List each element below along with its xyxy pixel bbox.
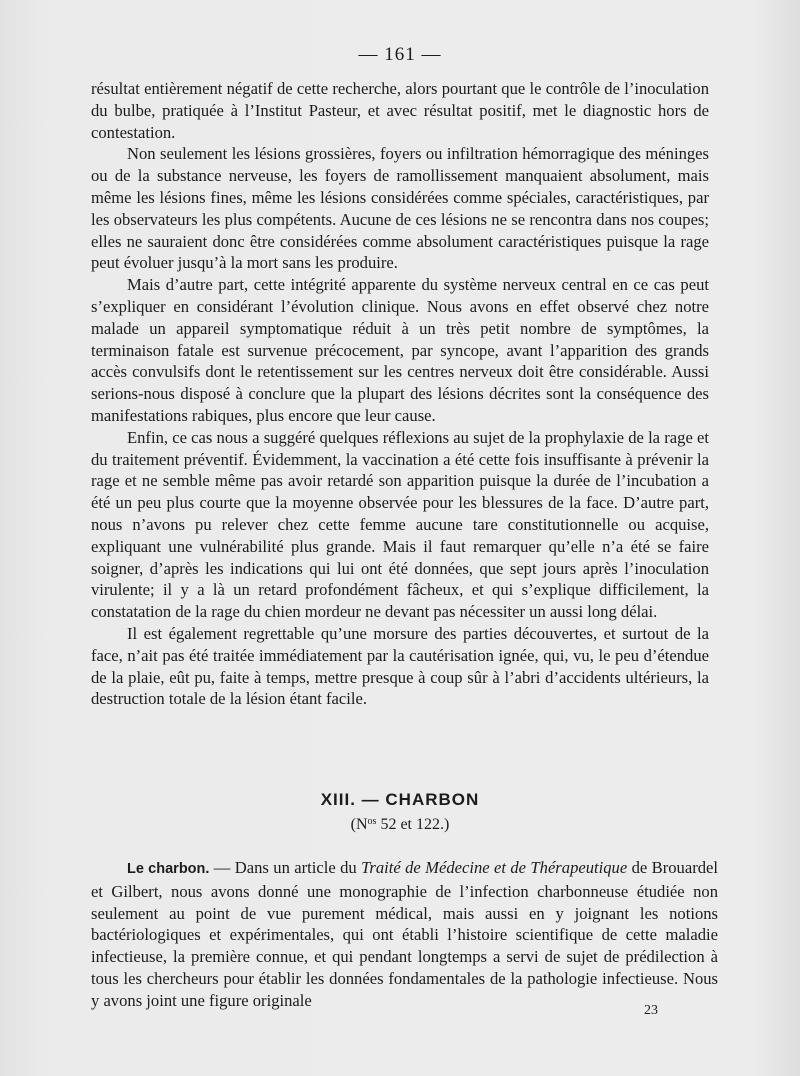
page-number: — 161 — xyxy=(358,44,442,65)
section-sub-sup: os xyxy=(367,816,377,827)
charbon-text xyxy=(91,857,718,1012)
paragraph-prophylaxis: Enfin, ce cas nous a suggéré quelques réflexions au sujet de la prophylaxie de la rage et du traitement préventif. Évidemment, la vaccination a été cette fois insuffisante à prévenir la rage et ne semble même pas avoir retardé son apparition puisque la durée de l’incubation a été un peu plus courte que la moyenne observée pour les blessures de la face. D’autre part, nous n’avons pu relever chez cette femme aucune tare constitutionnelle ou acquise, expliquant une vulnérabilité plus grande. Mais il faut remarquer qu’elle n’a été se faire soigner, d’après les indications qui lui ont été données, que sept jours après l’inoculation virulente; il y a là un retard profondément fâcheux, et qui s’explique difficilement, la constatation de la rage du chien mordeur ne devant pas nécessiter un aussi long délai. xyxy=(91,427,709,622)
paragraph-cauterization: Il est également regrettable qu’une morsure des parties découvertes, et surtout de la face, n’ait pas été traitée immédiatement par la cautérisation ignée, qui, vu, le peu d’étendue de la plaie, eût pu, faite à temps, mettre presque à coup sûr à l’abri d’accidents ultérieurs, la destruction totale de la lésion étant facile. xyxy=(91,623,709,709)
section-sub-open: (N xyxy=(350,816,368,833)
paragraph-charbon xyxy=(91,857,718,1012)
main-text xyxy=(91,78,709,710)
run-in-heading: Le charbon. xyxy=(127,861,210,877)
section-sub-rest: 52 et 122.) xyxy=(376,816,450,833)
paragraph-lesions: Non seulement les lésions grossières, foyers ou infiltration hémorragique des méninges ou de la substance nerveuse, les foyers de ramollissement manquaient absolument, mais même les lésions fines, même les lésions considérées comme spéciales, caractéristiques, par les observateurs les plus compétents. Aucune de ces lésions ne se rencontra dans nos coupes; elles ne sauraient donc être considérées comme absolument caractéristiques puisque la rage peut évoluer jusqu’à la mort sans les produire. xyxy=(91,144,709,273)
section-subheading xyxy=(0,816,800,834)
paragraph-clinical-evolution: Mais d’autre part, cette intégrité apparente du système nerveux central en ce cas peut s’expliquer en considérant l’évolution clinique. Nous avons en effet observé chez notre malade un appareil symptomatique réduit à un très petit nombre de symptômes, la terminaison fatale est survenue précocement, par syncope, avant l’apparition des grands accès convulsifs dont le retentissement sur les centres nerveux doit être considérable. Aussi serions-nous disposé à conclure que la plupart des lésions décrites sont la conséquence des manifestations rabiques, plus encore que leur cause. xyxy=(91,275,709,425)
paragraph-continuation: résultat entièrement négatif de cette recherche, alors pourtant que le contrôle de l’inoculation du bulbe, pratiquée à l’Institut Pasteur, et avec résultat positif, met le diagnostic hors de contestation. xyxy=(91,79,709,142)
section-heading: XIII. — CHARBON xyxy=(320,790,480,809)
charbon-text-2: de Brouardel et Gilbert, nous avons donné une monographie de l’infection charbonneuse étudiée non seulement au point de vue purement médical, mais aussi en y joignant les notions bactériologiques et expérimentales, qui ont établi l’histoire scientifique de cette maladie infectieuse, la première connue, et qui pendant longtemps a servi de sujet de prédilection à tous les chercheurs pour établir les données fondamentales de la pathologie infectieuse. Nous y avons joint une figure originale xyxy=(91,858,718,1010)
signature-mark: 23 xyxy=(644,1003,658,1018)
charbon-text-1: — Dans un article du xyxy=(209,858,362,877)
book-title: Traité de Médecine et de Thérapeutique xyxy=(361,858,628,877)
